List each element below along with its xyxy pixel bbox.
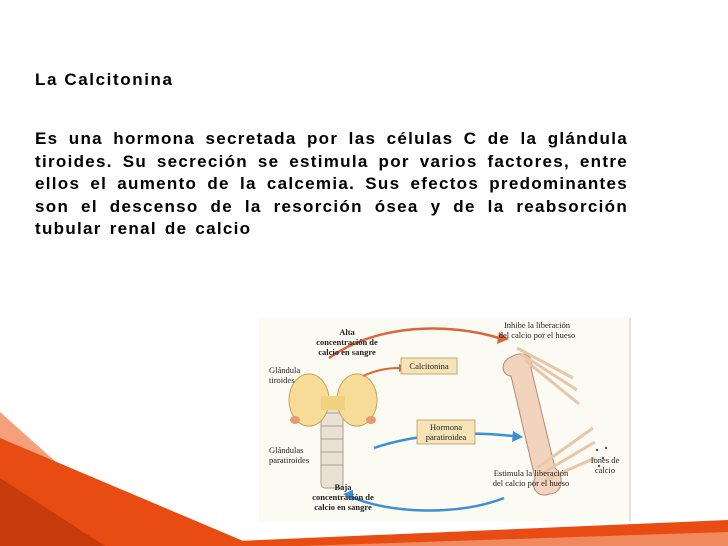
- thyroid-label-1: Glándula: [269, 365, 301, 375]
- stimulate-label-1: Estimula la liberación: [493, 468, 569, 478]
- low-calcium-line-3: calcio en sangre: [314, 502, 372, 512]
- label-high-calcium: [316, 327, 378, 357]
- calcitonin-diagram: [259, 318, 631, 521]
- low-calcium-line-2: concentración de: [312, 492, 374, 502]
- pth-label-1: Hormona: [429, 422, 463, 432]
- calcium-ions-label-2: calcio: [594, 465, 616, 475]
- inhibit-label-1: Inhibe la liberación: [503, 320, 571, 330]
- arrow-to-calcitonin: [363, 368, 399, 376]
- slide-title: La Calcitonina: [35, 70, 174, 89]
- parathyroid-1: [290, 416, 300, 424]
- thyroid-isthmus: [321, 396, 345, 410]
- slide-body: Es una hormona secretada por las células C de la glándula tiroides. Su secreción se estimula por varios factores, entre ellos el aumento de la calcemia. Sus efectos predominantes son el descenso de la resorción ósea y de la reabsorción tubular renal de calcio: [35, 129, 628, 239]
- inhibit-label-2: del calcio por el hueso: [498, 330, 576, 340]
- parathyroid-2: [366, 416, 376, 424]
- pth-label-2: paratiroidea: [425, 432, 467, 442]
- high-calcium-line-2: concentración de: [316, 337, 378, 347]
- parathyroid-label-2: paratiroides: [269, 455, 310, 465]
- calcium-ions-label-1: Iones de: [590, 455, 620, 465]
- parathyroid-label-1: Glándulas: [269, 445, 304, 455]
- stimulate-label-2: del calcio por el hueso: [492, 478, 570, 488]
- thyroid-illustration: [289, 374, 377, 488]
- calcitonin-label: Calcitonina: [409, 361, 449, 371]
- high-calcium-line-1: Alta: [339, 327, 355, 337]
- low-calcium-line-1: Baja: [334, 482, 352, 492]
- thyroid-label-2: tiroides: [269, 375, 295, 385]
- high-calcium-line-3: calcio en sangre: [318, 347, 376, 357]
